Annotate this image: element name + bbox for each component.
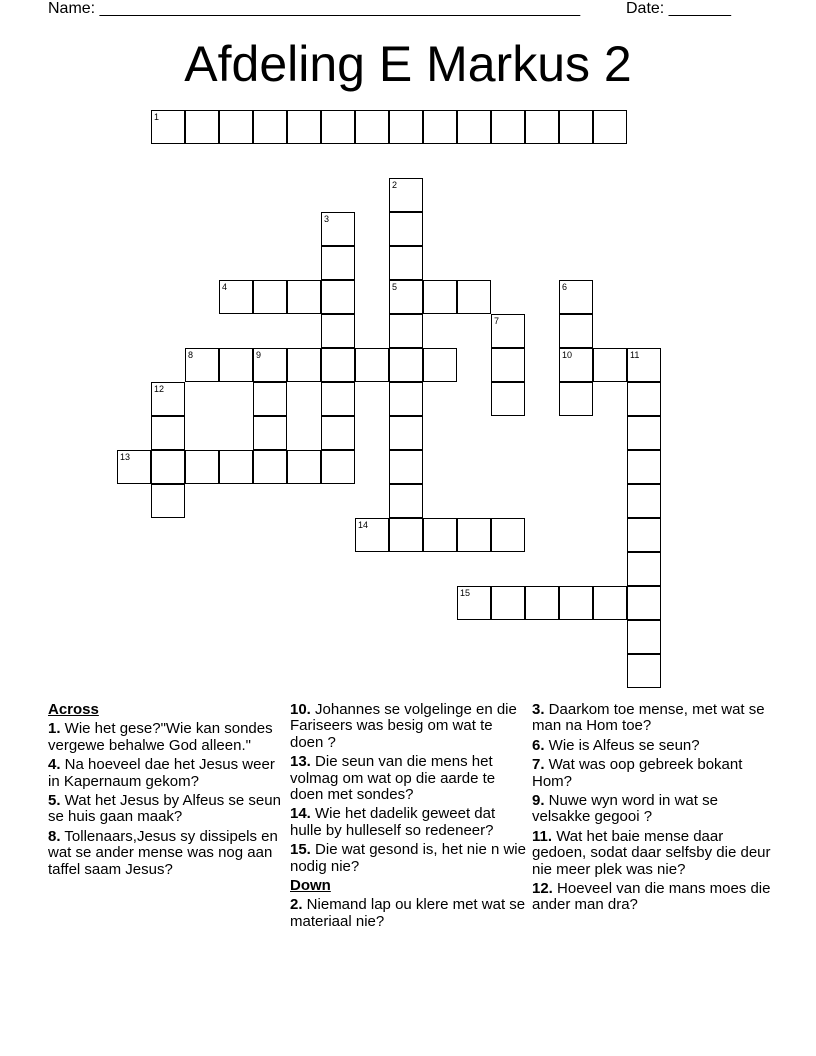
grid-cell[interactable] (321, 450, 355, 484)
grid-cell[interactable] (627, 484, 661, 518)
clue-column-1 (48, 702, 284, 881)
clue-down-7: 7. Wat was oop gebreek bokant Hom? (532, 756, 743, 790)
clue-across-5: 5. Wat het Jesus by Alfeus se seun se huis gaan maak? (48, 792, 281, 826)
page-title: Afdeling E Markus 2 (184, 36, 632, 92)
clue-across-10: 10. Johannes se volgelinge en die Fariseers was besig om wat te doen ? (290, 701, 517, 751)
grid-cell[interactable] (627, 450, 661, 484)
grid-cell[interactable] (593, 586, 627, 620)
clue-number-label: 2 (392, 180, 398, 190)
grid-cell[interactable] (253, 280, 287, 314)
clue-number-label: 3 (324, 214, 330, 224)
grid-cell[interactable] (253, 382, 287, 416)
grid-cell[interactable] (321, 348, 355, 382)
grid-cell[interactable] (151, 382, 185, 416)
grid-cell[interactable] (253, 110, 287, 144)
grid-cell[interactable] (389, 518, 423, 552)
grid-cell[interactable] (559, 110, 593, 144)
grid-cell[interactable] (355, 518, 389, 552)
grid-cell[interactable] (389, 484, 423, 518)
clue-number-label: 6 (562, 282, 568, 292)
grid-cell[interactable] (219, 110, 253, 144)
grid-cell[interactable] (627, 382, 661, 416)
grid-cell[interactable] (423, 110, 457, 144)
clue-column-3 (532, 702, 772, 917)
grid-cell[interactable] (389, 246, 423, 280)
grid-cell[interactable] (355, 348, 389, 382)
clue-down-3: 3. Daarkom toe mense, met wat se man na Hom toe? (532, 701, 765, 735)
grid-cell[interactable] (627, 620, 661, 654)
clue-number-label: 10 (562, 350, 573, 360)
grid-cell[interactable] (525, 586, 559, 620)
clue-number-label: 15 (460, 588, 471, 598)
clue-across-13: 13. Die seun van die mens het volmag om wat op die aarde te doen met sondes? (290, 753, 496, 804)
grid-cell[interactable] (151, 484, 185, 518)
grid-cell[interactable] (287, 348, 321, 382)
grid-cell[interactable] (389, 348, 423, 382)
across-heading: Across (48, 701, 99, 718)
grid-cell[interactable] (559, 280, 593, 314)
grid-cell[interactable] (185, 348, 219, 382)
clue-down-2: 2. Niemand lap ou klere met wat se materiaal nie? (290, 896, 526, 930)
down-heading: Down (290, 877, 331, 895)
grid-cell[interactable] (321, 314, 355, 348)
clue-across-14: 14. Wie het dadelik geweet dat hulle by hulleself so redeneer? (290, 805, 496, 839)
clue-down-11: 11. Wat het baie mense daar gedoen, sodat daar selfsby die deur nie meer plek was nie? (532, 827, 771, 878)
clue-number-label: 1 (154, 112, 160, 122)
grid-cell[interactable] (253, 450, 287, 484)
grid-cell[interactable] (151, 450, 185, 484)
clue-down-12: 12. Hoeveel van die mans moes die ander man dra? (532, 880, 771, 914)
grid-cell[interactable] (321, 212, 355, 246)
grid-cell[interactable] (593, 110, 627, 144)
grid-cell[interactable] (491, 314, 525, 348)
grid-cell[interactable] (525, 110, 559, 144)
grid-cell[interactable] (151, 110, 185, 144)
grid-cell[interactable] (627, 416, 661, 450)
grid-cell[interactable] (627, 348, 661, 382)
grid-cell[interactable] (321, 246, 355, 280)
grid-cell[interactable] (457, 518, 491, 552)
grid-cell[interactable] (389, 314, 423, 348)
grid-cell[interactable] (253, 416, 287, 450)
grid-cell[interactable] (559, 348, 593, 382)
clue-number-label: 5 (392, 282, 398, 292)
grid-cell[interactable] (219, 450, 253, 484)
grid-cell[interactable] (355, 110, 389, 144)
grid-cell[interactable] (287, 110, 321, 144)
clue-down-6: 6. Wie is Alfeus se seun? (532, 736, 700, 754)
grid-cell[interactable] (389, 416, 423, 450)
clue-across-1: 1. Wie het gese?"Wie kan sondes vergewe behalwe God alleen." (48, 720, 273, 754)
clue-number-label: 9 (256, 350, 262, 360)
grid-cell[interactable] (423, 280, 457, 314)
grid-cell[interactable] (287, 280, 321, 314)
grid-cell[interactable] (287, 450, 321, 484)
clue-number-label: 4 (222, 282, 228, 292)
grid-cell[interactable] (321, 382, 355, 416)
grid-cell[interactable] (389, 280, 423, 314)
grid-cell[interactable] (491, 586, 525, 620)
grid-cell[interactable] (491, 518, 525, 552)
grid-cell[interactable] (117, 450, 151, 484)
grid-cell[interactable] (185, 450, 219, 484)
grid-cell[interactable] (253, 348, 287, 382)
grid-cell[interactable] (457, 586, 491, 620)
clue-number-label: 13 (120, 452, 131, 462)
grid-cell[interactable] (593, 348, 627, 382)
grid-cell[interactable] (559, 382, 593, 416)
date-field-line: Date: _______ (626, 0, 731, 17)
grid-cell[interactable] (219, 348, 253, 382)
grid-cell[interactable] (627, 654, 661, 688)
grid-cell[interactable] (321, 110, 355, 144)
grid-cell[interactable] (559, 586, 593, 620)
clue-number-label: 14 (358, 520, 369, 530)
clue-number-label: 8 (188, 350, 194, 360)
grid-cell[interactable] (491, 348, 525, 382)
grid-cell[interactable] (627, 552, 661, 586)
clue-number-label: 12 (154, 384, 165, 394)
clue-across-4: 4. Na hoeveel dae het Jesus weer in Kapernaum gekom? (48, 756, 275, 790)
grid-cell[interactable] (627, 586, 661, 620)
grid-cell[interactable] (389, 382, 423, 416)
grid-cell[interactable] (457, 280, 491, 314)
grid-cell[interactable] (457, 110, 491, 144)
clue-number-label: 11 (630, 350, 640, 360)
grid-cell[interactable] (491, 382, 525, 416)
grid-cell[interactable] (321, 416, 355, 450)
grid-cell[interactable] (627, 518, 661, 552)
grid-cell[interactable] (185, 110, 219, 144)
grid-cell[interactable] (423, 348, 457, 382)
name-field-line: Name: ______________________________________________________ (48, 0, 581, 17)
grid-cell[interactable] (559, 314, 593, 348)
grid-cell[interactable] (389, 212, 423, 246)
clue-across-15: 15. Die wat gesond is, het nie n wie nodig nie? (290, 841, 526, 875)
clue-number-label: 7 (494, 316, 500, 326)
grid-cell[interactable] (389, 450, 423, 484)
grid-cell[interactable] (423, 518, 457, 552)
grid-cell[interactable] (219, 280, 253, 314)
grid-cell[interactable] (321, 280, 355, 314)
clue-across-8: 8. Tollenaars,Jesus sy dissipels en wat se ander mense was nog aan taffel saam Jesus? (48, 827, 278, 878)
grid-cell[interactable] (389, 178, 423, 212)
grid-cell[interactable] (491, 110, 525, 144)
clue-column-2 (290, 702, 528, 933)
grid-cell[interactable] (151, 416, 185, 450)
grid-cell[interactable] (389, 110, 423, 144)
clue-down-9: 9. Nuwe wyn word in wat se velsakke gegooi ? (532, 792, 718, 826)
